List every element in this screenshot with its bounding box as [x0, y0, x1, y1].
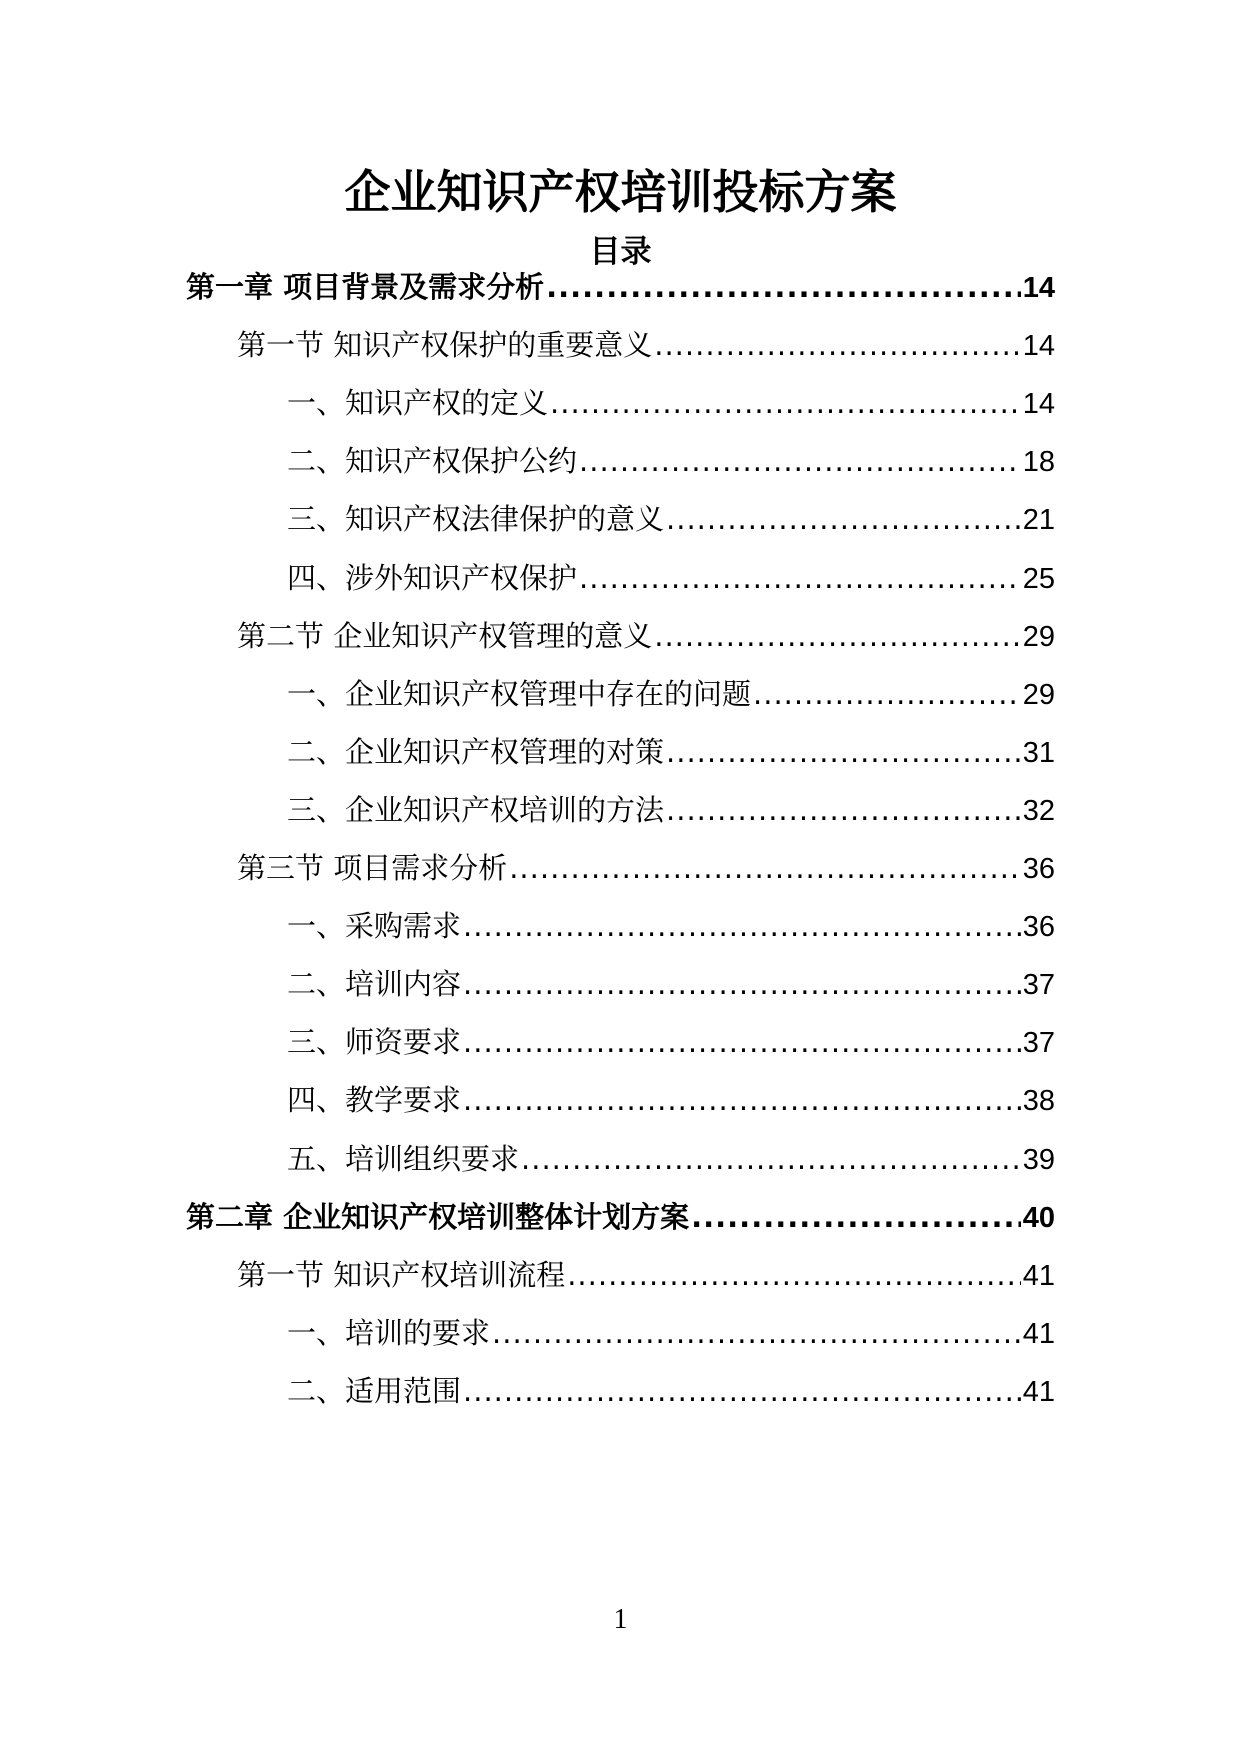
toc-dot-leader — [666, 788, 1021, 832]
toc-entry-page: 38 — [1022, 1085, 1055, 1118]
toc-dot-leader — [654, 614, 1021, 658]
toc-entry-title: 第三节 项目需求分析 — [237, 851, 508, 885]
toc-entry[interactable] — [287, 381, 1055, 425]
toc-entry-page: 32 — [1022, 794, 1055, 827]
toc-dot-leader — [753, 672, 1021, 716]
toc-entry-page: 41 — [1022, 1259, 1055, 1292]
toc-entry[interactable] — [287, 1020, 1055, 1064]
toc-entry-page: 41 — [1022, 1317, 1055, 1350]
toc-entry[interactable] — [287, 962, 1055, 1006]
toc-entry-page: 31 — [1022, 736, 1055, 769]
toc-dot-leader — [579, 556, 1021, 600]
toc-entry-title: 第二节 企业知识产权管理的意义 — [237, 618, 653, 653]
toc-dot-leader — [463, 1369, 1021, 1413]
toc-entry[interactable] — [287, 1311, 1055, 1355]
toc-entry[interactable] — [287, 497, 1055, 541]
toc-entry-title: 三、企业知识产权培训的方法 — [287, 792, 665, 827]
toc-entry-page: 14 — [1022, 330, 1055, 363]
toc-entry-title: 三、师资要求 — [287, 1025, 462, 1060]
toc-entry[interactable] — [186, 265, 1055, 309]
toc-entry[interactable] — [287, 904, 1055, 948]
toc-entry[interactable] — [237, 614, 1055, 658]
toc-entry-page: 37 — [1022, 1027, 1055, 1060]
toc-entry-title: 第一节 知识产权保护的重要意义 — [237, 328, 653, 363]
toc-entry-page: 29 — [1022, 678, 1055, 711]
toc-entry-title: 二、知识产权保护公约 — [287, 444, 578, 479]
toc-dot-leader — [509, 846, 1021, 890]
toc-entry-title: 四、教学要求 — [287, 1083, 462, 1118]
toc-dot-leader — [579, 439, 1021, 483]
toc-entry-page: 36 — [1022, 911, 1055, 944]
toc-dot-leader — [463, 1020, 1021, 1064]
toc-entry[interactable] — [237, 323, 1055, 367]
toc-entry[interactable] — [287, 672, 1055, 716]
toc-entry-title: 一、知识产权的定义 — [287, 386, 549, 421]
toc-dot-leader — [666, 730, 1021, 774]
toc-entry-title: 一、采购需求 — [287, 909, 462, 944]
toc-entry-title: 二、适用范围 — [287, 1373, 462, 1408]
toc-dot-leader — [463, 1078, 1021, 1122]
toc-dot-leader — [654, 323, 1021, 367]
toc-entry-title: 二、企业知识产权管理的对策 — [287, 734, 665, 769]
toc-entry-page: 40 — [1022, 1201, 1055, 1234]
toc-entry-page: 37 — [1022, 969, 1055, 1002]
toc-entry[interactable] — [237, 846, 1055, 890]
toc-heading: 目录 — [589, 234, 652, 270]
toc-entry-title: 一、培训的要求 — [287, 1315, 491, 1350]
toc-entry-title: 三、知识产权法律保护的意义 — [287, 502, 665, 537]
toc-entry-title: 一、企业知识产权管理中存在的问题 — [287, 676, 752, 711]
toc-entry-page: 14 — [1022, 388, 1055, 421]
toc-entry-title: 第二章 企业知识产权培训整体计划方案 — [186, 1199, 690, 1234]
page-number: 1 — [613, 1604, 628, 1635]
toc-entry[interactable] — [287, 1078, 1055, 1122]
toc-dot-leader — [492, 1311, 1021, 1355]
toc-entry-title: 四、涉外知识产权保护 — [287, 560, 578, 595]
toc-entry-page: 29 — [1022, 620, 1055, 653]
toc-entry-page: 41 — [1022, 1375, 1055, 1408]
toc-entry-title: 第一节 知识产权培训流程 — [237, 1257, 566, 1292]
toc-entry[interactable] — [287, 788, 1055, 832]
toc-entry[interactable] — [287, 1137, 1055, 1181]
toc-dot-leader — [463, 904, 1021, 948]
toc-dot-leader — [546, 265, 1021, 309]
toc-dot-leader — [691, 1195, 1021, 1239]
toc-dot-leader — [463, 962, 1021, 1006]
toc-dot-leader — [567, 1253, 1021, 1297]
toc-entry-page: 25 — [1022, 562, 1055, 595]
toc-entry-title: 二、培训内容 — [287, 967, 462, 1002]
toc-entry[interactable] — [287, 1369, 1055, 1413]
toc-entry[interactable] — [186, 1195, 1055, 1239]
toc-dot-leader — [550, 381, 1021, 425]
toc-entry-page: 18 — [1022, 446, 1055, 479]
document-title: 企业知识产权培训投标方案 — [344, 165, 897, 219]
toc-entry-page: 39 — [1022, 1143, 1055, 1176]
toc-entry-page: 36 — [1022, 853, 1055, 885]
toc-dot-leader — [666, 497, 1021, 541]
toc-entry-page: 21 — [1022, 504, 1055, 537]
toc-entry[interactable] — [287, 556, 1055, 600]
toc-entry[interactable] — [287, 439, 1055, 483]
toc-entry-page: 14 — [1022, 272, 1055, 304]
toc-entry[interactable] — [237, 1253, 1055, 1297]
toc-dot-leader — [521, 1137, 1021, 1181]
toc-entry[interactable] — [287, 730, 1055, 774]
toc-entry-title: 五、培训组织要求 — [287, 1141, 520, 1176]
toc-entry-title: 第一章 项目背景及需求分析 — [186, 270, 545, 304]
